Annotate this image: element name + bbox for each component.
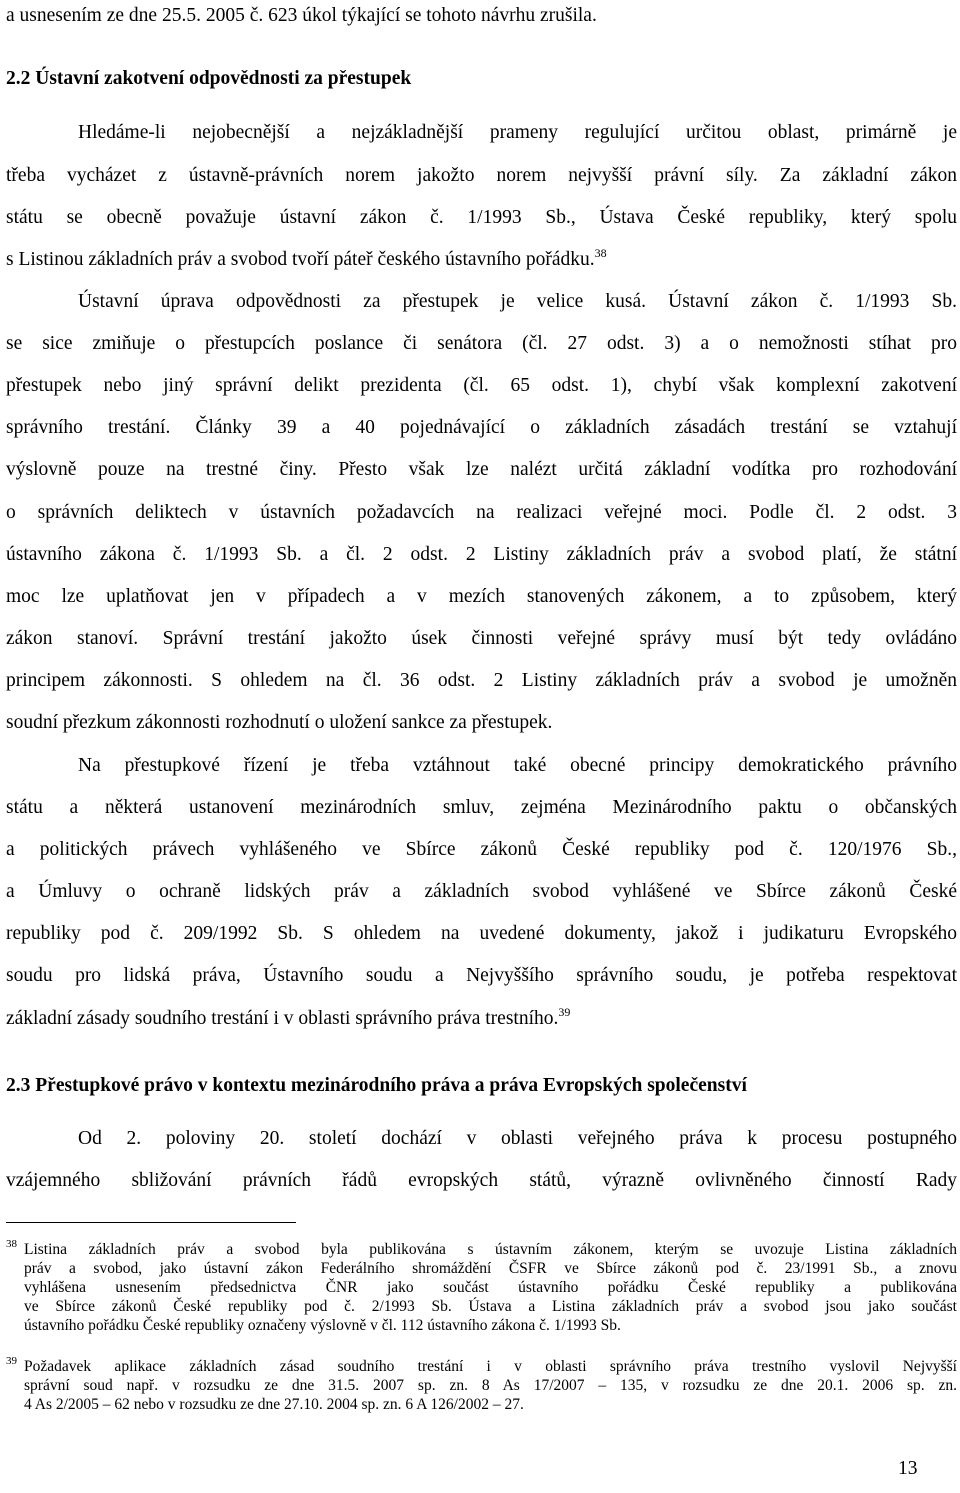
body-line: Hledáme-li nejobecnější a nejzákladnější prameny regulující určitou oblast, primárně je <box>78 122 957 143</box>
footnote-line: Požadavek aplikace základních zásad soudního trestání i v oblasti správního práva trestního vyslovil Nejvyšší <box>24 1358 957 1375</box>
body-line: o správních deliktech v ústavních požadavcích na realizaci veřejné moci. Podle čl. 2 odst. 3 <box>6 502 957 523</box>
section-heading-2-2: 2.2 Ústavní zakotvení odpovědnosti za přestupek <box>6 68 412 89</box>
footnote-38 <box>6 1240 957 1335</box>
body-line: Ústavní úprava odpovědnosti za přestupek je velice kusá. Ústavní zákon č. 1/1993 Sb. <box>78 291 957 312</box>
body-line: vzájemného sbližování právních řádů evropských států, výrazně ovlivněného činností Rady <box>6 1170 957 1191</box>
body-line: Od 2. poloviny 20. století dochází v oblasti veřejného práva k procesu postupného <box>78 1128 957 1149</box>
footnote-number: 39 <box>6 1355 17 1367</box>
body-line: soudní přezkum zákonnosti rozhodnutí o uložení sankce za přestupek. <box>6 712 553 733</box>
body-line: třeba vycházet z ústavně-právních norem jakožto norem nejvyšší právní síly. Za základní zákon <box>6 165 957 186</box>
footnote-ref-38[interactable]: 38 <box>594 246 607 260</box>
page-number: 13 <box>898 1458 918 1479</box>
body-line-text: s Listinou základních práv a svobod tvoří páteř českého ústavního pořádku. <box>6 249 595 270</box>
body-line: se sice zmiňuje o přestupcích poslance či senátora (čl. 27 odst. 3) a o nemožnosti stíhat pro <box>6 333 957 354</box>
body-line: státu se obecně považuje ústavní zákon č. 1/1993 Sb., Ústava České republiky, který spolu <box>6 207 957 228</box>
footnote-line: ústavního pořádku České republiky označeny výslovně v čl. 112 ústavního zákona č. 1/1993 Sb. <box>24 1317 621 1334</box>
footnote-line: 4 As 2/2005 – 62 nebo v rozsudku ze dne 27.10. 2004 sp. zn. 6 A 126/2002 – 27. <box>24 1396 524 1413</box>
body-line: a usnesením ze dne 25.5. 2005 č. 623 úkol týkající se tohoto návrhu zrušila. <box>6 5 597 26</box>
body-line: správního trestání. Články 39 a 40 pojednávající o základních zásadách trestání se vztahují <box>6 417 957 438</box>
body-line: a politických právech vyhlášeného ve Sbírce zákonů České republiky pod č. 120/1976 Sb., <box>6 839 957 860</box>
body-line: republiky pod č. 209/1992 Sb. S ohledem na uvedené dokumenty, jakož i judikaturu Evropského <box>6 923 957 944</box>
footnote-line: ve Sbírce zákonů České republiky pod č. 2/1993 Sb. Ústava a Listina základních práv a svobod jsou jako součást <box>24 1298 957 1315</box>
body-line <box>6 1007 957 1031</box>
body-line: principem zákonnosti. S ohledem na čl. 36 odst. 2 Listiny základních práv a svobod je umožněn <box>6 670 957 691</box>
footnote-39 <box>6 1357 957 1414</box>
body-line: moc lze uplatňovat jen v případech a v mezích stanovených zákonem, a to způsobem, který <box>6 586 957 607</box>
body-line: ústavního zákona č. 1/1993 Sb. a čl. 2 odst. 2 Listiny základních práv a svobod platí, že státní <box>6 544 957 565</box>
body-line: Na přestupkové řízení je třeba vztáhnout také obecné principy demokratického právního <box>78 755 957 776</box>
body-line-text: základní zásady soudního trestání i v oblasti správního práva trestního. <box>6 1008 559 1029</box>
body-line: přestupek nebo jiný správní delikt prezidenta (čl. 65 odst. 1), chybí však komplexní zakotvení <box>6 375 957 396</box>
body-line: a Úmluvy o ochraně lidských práv a základních svobod vyhlášené ve Sbírce zákonů České <box>6 881 957 902</box>
body-line: soudu pro lidská práva, Ústavního soudu a Nejvyššího správního soudu, je potřeba respektovat <box>6 965 957 986</box>
footnote-line: práv a svobod, jako ústavní zákon Federálního shromáždění ČSFR ve Sbírce zákonů pod č. 23/1991 Sb., a znovu <box>24 1260 957 1277</box>
footnote-separator <box>6 1222 296 1223</box>
section-heading-2-3: 2.3 Přestupkové právo v kontextu mezinárodního práva a práva Evropských společenství <box>6 1075 747 1096</box>
footnote-line: vyhlášena usnesením předsednictva ČNR jako součást ústavního pořádku České republiky a publikována <box>24 1279 957 1296</box>
footnote-ref-39[interactable]: 39 <box>558 1005 571 1019</box>
body-line: státu a některá ustanovení mezinárodních smluv, zejména Mezinárodního paktu o občanských <box>6 797 957 818</box>
footnote-line: Listina základních práv a svobod byla publikována s ústavním zákonem, kterým se uvozuje Listina základních <box>24 1241 957 1258</box>
body-line <box>6 248 957 272</box>
body-line: výslovně pouze na trestné činy. Přesto však lze nalézt určitá základní vodítka pro rozhodování <box>6 459 957 480</box>
footnote-line: správní soud např. v rozsudku ze dne 31.5. 2007 sp. zn. 8 As 17/2007 – 135, v rozsudku ze dne 20.1. 2006 sp. zn. <box>24 1377 957 1394</box>
body-line: zákon stanoví. Správní trestání jakožto úsek činnosti veřejné správy musí být tedy ovládáno <box>6 628 957 649</box>
footnote-number: 38 <box>6 1238 17 1250</box>
